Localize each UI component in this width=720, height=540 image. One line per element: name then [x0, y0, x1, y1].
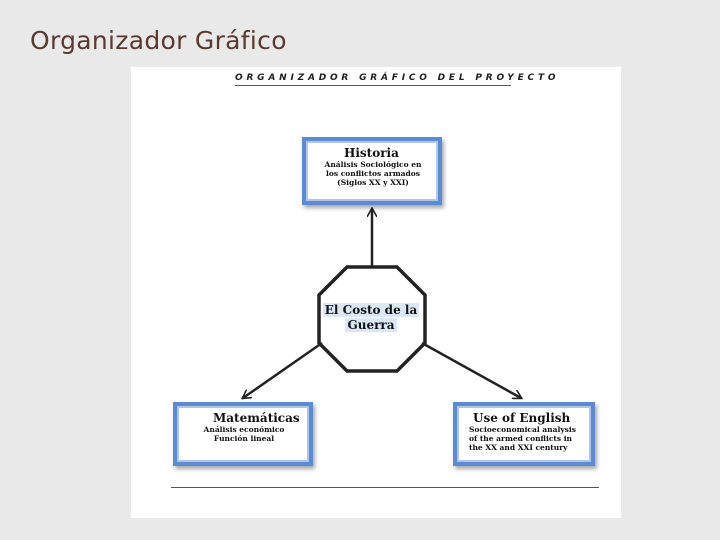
english-line: Socioeconomical analysis [469, 425, 576, 434]
historia-title: Historia [344, 146, 399, 160]
arrow-to-matematicas [243, 343, 322, 398]
historia-line: los conflictos armados [326, 169, 420, 178]
figure-heading: ORGANIZADOR GRÁFICO DEL PROYECTO [235, 73, 560, 83]
historia-box [302, 137, 442, 205]
english-title: Use of English [473, 411, 571, 425]
matematicas-line: Análisis económico [203, 425, 285, 434]
center-topic-line1: El Costo de la [324, 303, 418, 317]
bottom-rule [171, 487, 599, 488]
historia-line: Análisis Sociológico en [324, 160, 422, 169]
graphic-organizer-figure [131, 67, 621, 518]
english-box [453, 402, 595, 466]
arrow-to-english [422, 343, 521, 398]
historia-line: (Siglos XX y XXI) [337, 178, 409, 187]
matematicas-title: Matemáticas [213, 411, 300, 425]
center-topic [319, 303, 423, 333]
english-line: of the armed conflicts in [469, 434, 573, 443]
matematicas-box [173, 402, 313, 466]
center-topic-line2: Guerra [347, 318, 395, 332]
matematicas-line: Función lineal [213, 434, 275, 443]
slide-title: Organizador Gráfico [30, 26, 287, 55]
english-line: the XX and XXI century [469, 443, 568, 452]
